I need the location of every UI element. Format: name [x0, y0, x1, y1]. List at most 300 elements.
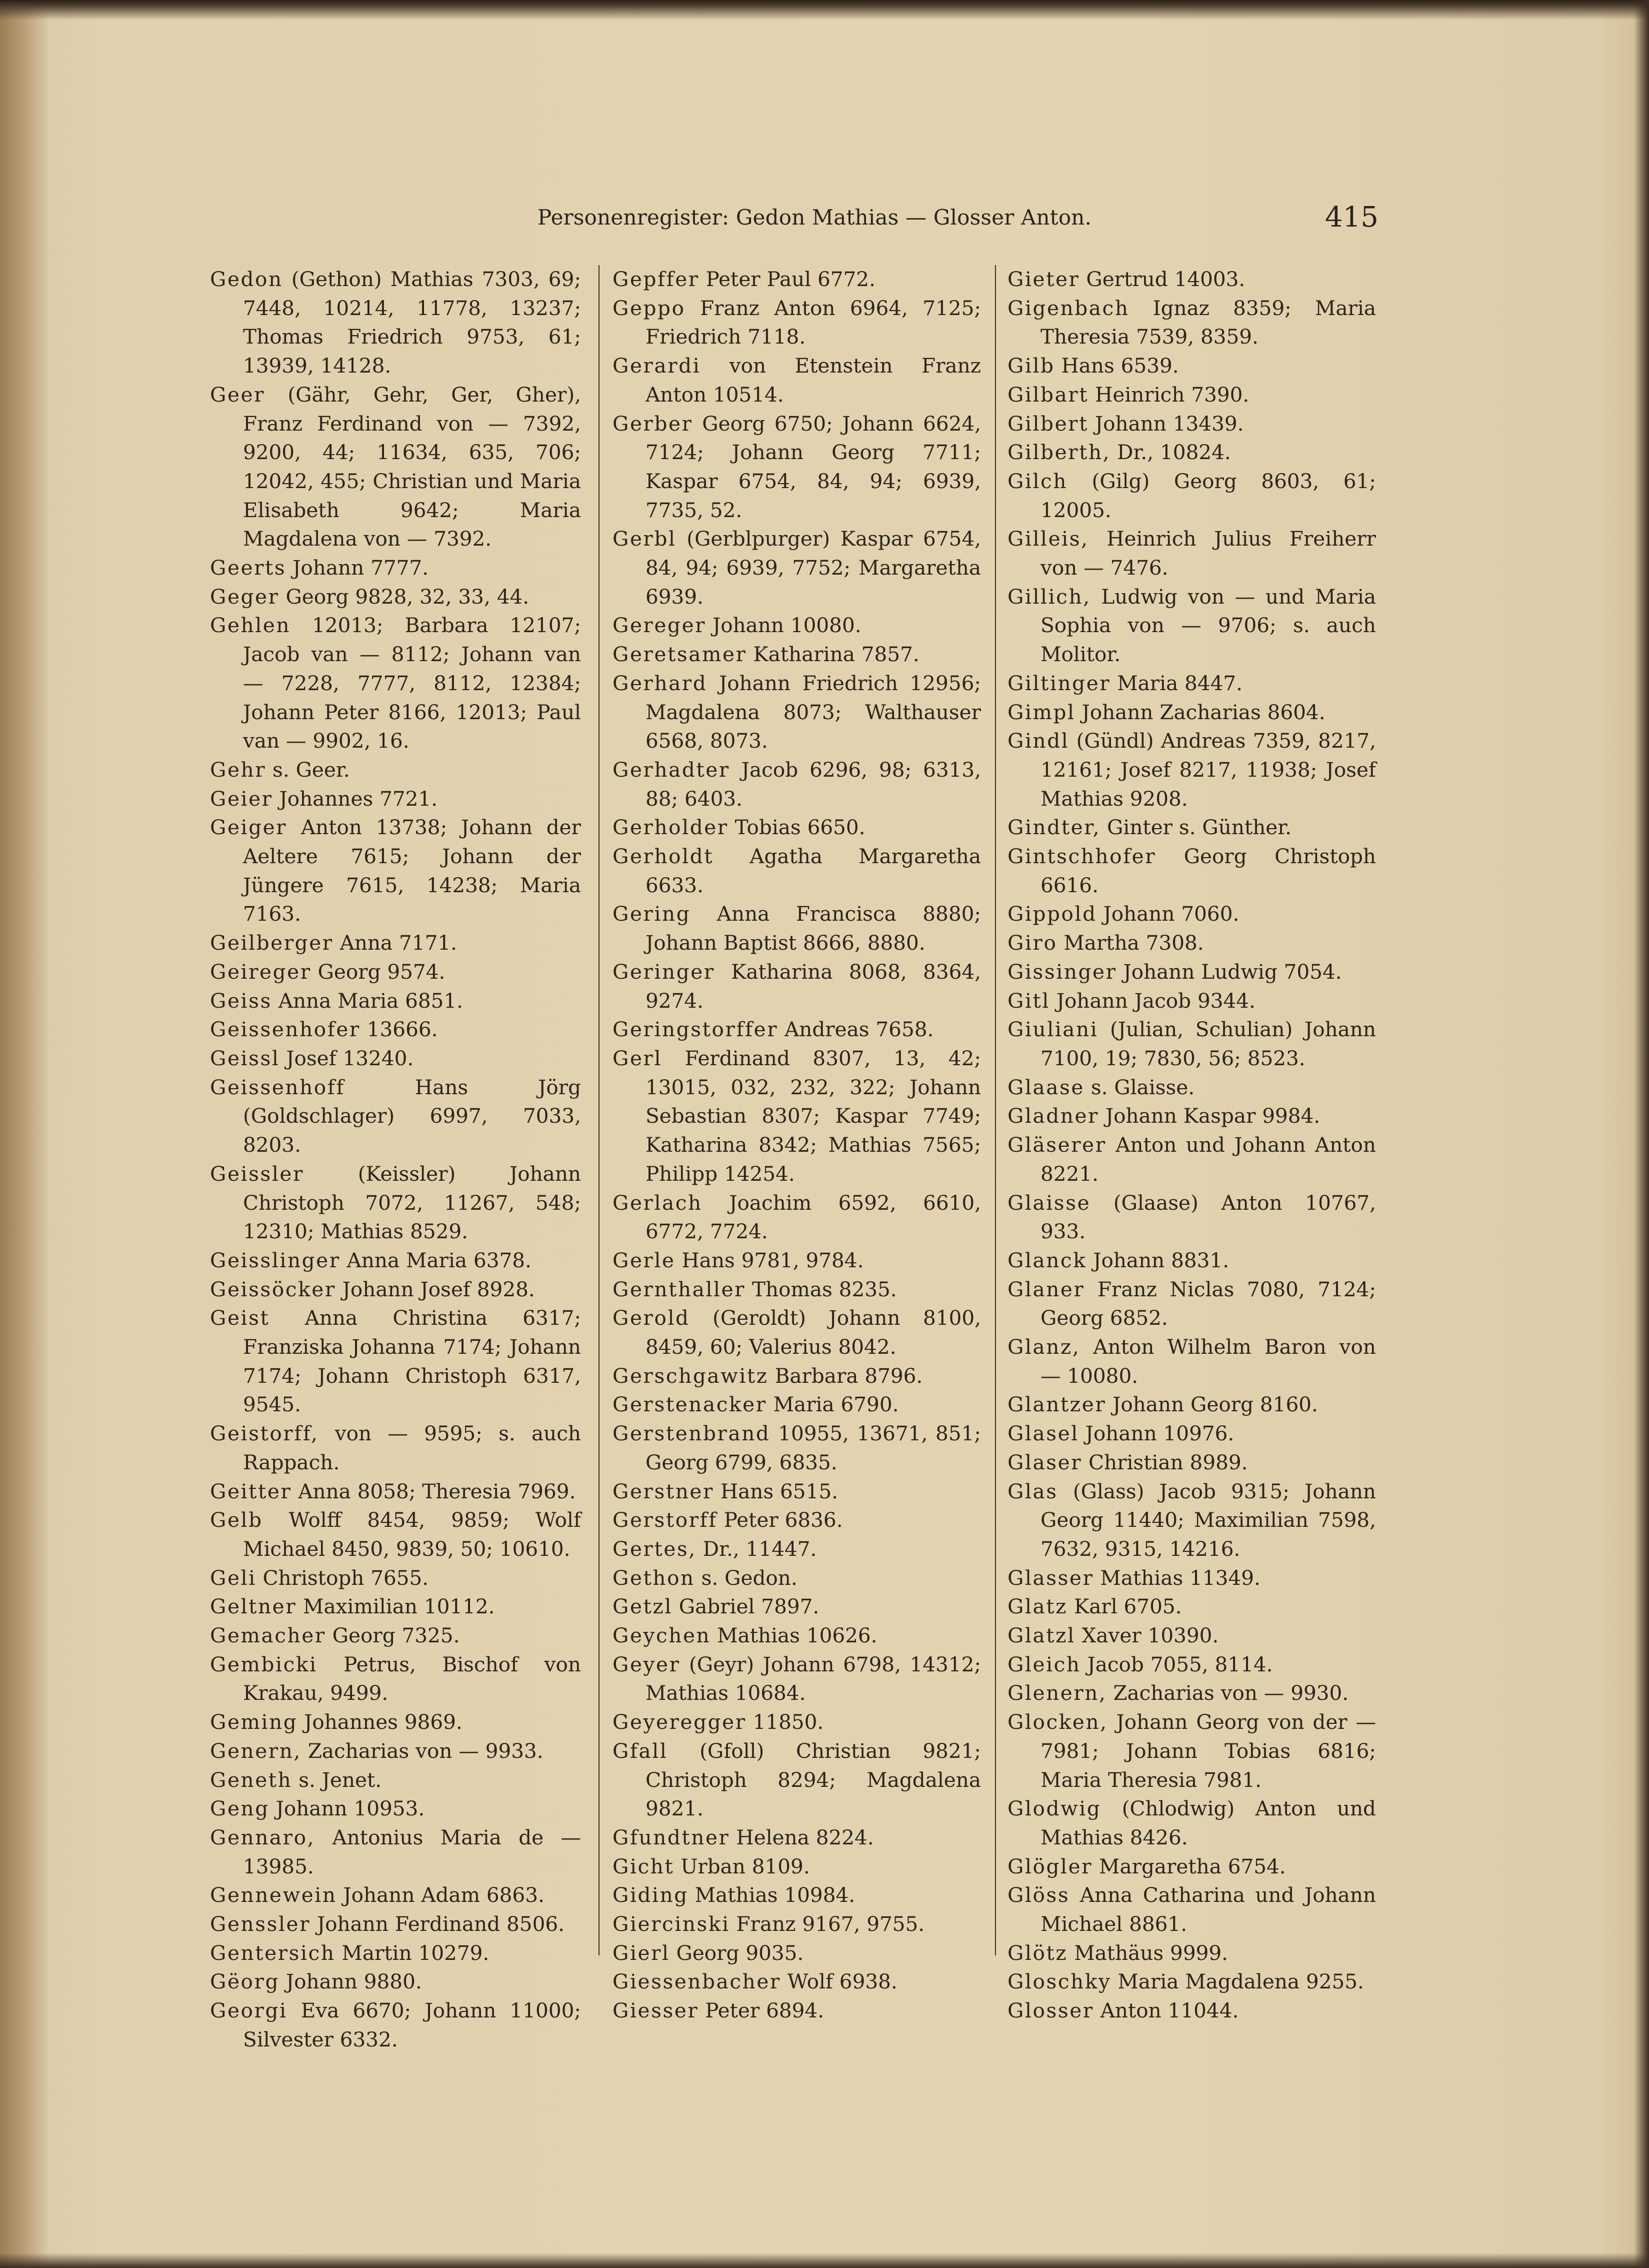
entry-surname: Gicht — [612, 1854, 674, 1878]
entry-surname: Gigenbach — [1008, 296, 1130, 320]
entry-references: Hans Jörg (Goldschlager) 6997, 7033, 8203. — [243, 1075, 581, 1157]
index-entry — [210, 1304, 581, 1419]
entry-references: Martha 7308. — [1064, 931, 1204, 955]
entry-surname: Geistorff, — [210, 1421, 319, 1446]
entry-references: Anna 8058; Theresia 7969. — [298, 1479, 576, 1503]
entry-surname: Gerstorff — [612, 1508, 718, 1532]
entry-surname: Giuliani — [1008, 1017, 1098, 1042]
index-entry — [612, 265, 981, 294]
entry-references: s. Gedon. — [701, 1565, 798, 1590]
index-entry — [210, 1246, 581, 1275]
index-entry — [210, 1967, 581, 1996]
entry-references: (Gündl) Andreas 7359, 8217, 12161; Josef 8217, 11938; Josef Mathias 9208. — [1040, 729, 1376, 811]
index-entry — [1008, 1708, 1376, 1794]
index-entry — [210, 583, 581, 612]
entry-surname: Gerle — [612, 1248, 676, 1272]
entry-references: (Gethon) Mathias 7303, 69; 7448, 10214, 11778, 13237; Thomas Friedrich 9753, 61; 13939, 14128. — [243, 267, 581, 378]
index-entry — [612, 1592, 981, 1621]
index-entry — [612, 1823, 981, 1852]
entry-references: Maximilian 10112. — [303, 1594, 495, 1619]
entry-surname: Gertes, — [612, 1536, 696, 1561]
entry-references: Martin 10279. — [342, 1940, 490, 1965]
index-entry — [210, 1737, 581, 1766]
index-entry — [210, 1823, 581, 1881]
entry-surname: Glaner — [1008, 1277, 1085, 1301]
entry-surname: Gelb — [210, 1508, 263, 1532]
index-entry — [612, 1996, 981, 2025]
index-entry — [612, 1650, 981, 1708]
index-entry — [612, 1967, 981, 1996]
entry-surname: Gindter, — [1008, 815, 1101, 840]
entry-references: Johann 7777. — [292, 556, 429, 580]
index-entry — [1008, 1073, 1376, 1102]
column-rule — [598, 265, 600, 1955]
entry-surname: Geissl — [210, 1046, 280, 1070]
index-entry — [1008, 958, 1376, 987]
index-entry — [1008, 1881, 1376, 1938]
entry-references: Wolff 8454, 9859; Wolf Michael 8450, 9839, 50; 10610. — [243, 1508, 581, 1561]
entry-references: Johann Adam 6863. — [343, 1883, 544, 1907]
entry-references: Hans 6539. — [1061, 354, 1179, 378]
running-head: Personenregister: Gedon Mathias — Glosser Anton. — [538, 205, 1092, 230]
index-entry — [612, 1506, 981, 1535]
index-column-1 — [210, 265, 581, 2054]
entry-references: (Glass) Jacob 9315; Johann Georg 11440; Maximilian 7598, 7632, 9315, 14216. — [1040, 1479, 1376, 1561]
entry-surname: Geerts — [210, 556, 286, 580]
index-entry — [1008, 467, 1376, 525]
entry-surname: Glas — [1008, 1479, 1058, 1503]
entry-surname: Gerstenbrand — [612, 1421, 770, 1446]
page-number: 415 — [1325, 201, 1378, 234]
index-entry — [612, 1304, 981, 1361]
index-entry — [210, 265, 581, 381]
entry-surname: Geireger — [210, 959, 312, 984]
entry-references: Margaretha 6754. — [1098, 1854, 1286, 1878]
entry-surname: Genssler — [210, 1912, 311, 1936]
entry-surname: Glaase — [1008, 1075, 1084, 1099]
entry-references: Johann 9880. — [286, 1969, 422, 1994]
entry-surname: Gernthaller — [612, 1277, 746, 1301]
entry-surname: Gleich — [1008, 1652, 1081, 1676]
entry-surname: Gerhard — [612, 671, 708, 695]
entry-surname: Gerlach — [612, 1190, 702, 1215]
index-entry — [612, 900, 981, 957]
index-entry — [1008, 698, 1376, 727]
entry-references: Johann 13439. — [1094, 411, 1244, 436]
entry-references: Maria Magdalena 9255. — [1118, 1969, 1364, 1994]
entry-references: Maria 8447. — [1117, 671, 1242, 695]
entry-surname: Glötz — [1008, 1940, 1068, 1965]
index-entry — [1008, 1564, 1376, 1593]
entry-references: von Etenstein Franz Anton 10514. — [646, 354, 981, 407]
entry-references: Johann 10080. — [712, 613, 862, 638]
index-entry — [210, 1592, 581, 1621]
entry-surname: Gilleis, — [1008, 527, 1089, 551]
entry-surname: Gerschgawitz — [612, 1363, 768, 1388]
entry-references: 13666. — [366, 1017, 438, 1042]
entry-surname: Gfundtner — [612, 1825, 730, 1849]
entry-surname: Gerold — [612, 1306, 690, 1330]
entry-references: Jacob 7055, 8114. — [1087, 1652, 1273, 1676]
entry-references: Anna Christina 6317; Franziska Johanna 7174; Johann 7174; Johann Christoph 6317, 9545. — [243, 1306, 581, 1417]
index-entry — [1008, 525, 1376, 582]
entry-references: (Gerblpurger) Kaspar 6754, 84, 94; 6939, 7752; Margaretha 6939. — [646, 527, 982, 609]
entry-references: Mathias 11349. — [1100, 1565, 1260, 1590]
entry-references: Hans 6515. — [720, 1479, 838, 1503]
entry-references: Helena 8224. — [736, 1825, 874, 1849]
entry-surname: Glaisse — [1008, 1190, 1091, 1215]
index-column-2 — [612, 265, 981, 2025]
index-entry — [210, 381, 581, 554]
entry-references: Urban 8109. — [680, 1854, 810, 1878]
index-entry — [210, 813, 581, 929]
entry-surname: Gimpl — [1008, 700, 1076, 724]
entry-surname: Giercinski — [612, 1912, 730, 1936]
entry-references: Mathäus 9999. — [1074, 1940, 1228, 1965]
entry-references: Ludwig von — und Maria Sophia von — 9706; s. auch Molitor. — [1040, 584, 1376, 667]
entry-references: Petrus, Bischof von Krakau, 9499. — [243, 1652, 581, 1705]
column-rule — [995, 265, 996, 1955]
index-column-3 — [1008, 265, 1376, 2025]
entry-references: Anton Wilhelm Baron von — 10080. — [1040, 1335, 1376, 1388]
entry-surname: Geilberger — [210, 931, 334, 955]
index-entry — [1008, 1679, 1376, 1708]
binding-shadow — [0, 0, 50, 2268]
index-entry — [612, 669, 981, 756]
index-entry — [210, 1996, 581, 2054]
entry-surname: Georgi — [210, 1998, 288, 2023]
entry-references: 12013; Barbara 12107; Jacob van — 8112; Johann van — 7228, 7777, 8112, 12384; Johann Peter 8166, 12013; Paul van — 9902, 16. — [243, 613, 581, 753]
index-entry — [1008, 1189, 1376, 1246]
entry-surname: Gläserer — [1008, 1133, 1106, 1157]
entry-references: von — 9595; s. auch Rappach. — [243, 1421, 582, 1474]
entry-references: Johann Georg 8160. — [1112, 1392, 1318, 1417]
index-entry — [612, 1044, 981, 1189]
entry-surname: Gilb — [1008, 354, 1055, 378]
entry-surname: Geist — [210, 1306, 270, 1330]
entry-surname: Gerstner — [612, 1479, 714, 1503]
entry-surname: Gepffer — [612, 267, 700, 291]
entry-references: 11850. — [752, 1710, 824, 1734]
entry-references: s. Glaisse. — [1090, 1075, 1195, 1099]
index-entry — [612, 611, 981, 640]
entry-references: Katharina 8068, 8364, 9274. — [646, 959, 981, 1013]
index-entry — [1008, 265, 1376, 294]
index-entry — [612, 1246, 981, 1275]
entry-surname: Glodwig — [1008, 1796, 1102, 1821]
entry-references: Christian 8989. — [1088, 1450, 1248, 1474]
page-right-edge — [1634, 0, 1649, 2268]
index-entry — [210, 1160, 581, 1246]
entry-surname: Giltinger — [1008, 671, 1111, 695]
index-entry — [612, 1535, 981, 1564]
index-entry — [1008, 1448, 1376, 1477]
entry-surname: Geisslinger — [210, 1248, 340, 1272]
entry-references: Jacob 6296, 98; 6313, 88; 6403. — [646, 757, 982, 811]
entry-surname: Glögler — [1008, 1854, 1093, 1878]
entry-references: Franz Anton 6964, 7125; Friedrich 7118. — [646, 296, 981, 349]
index-entry — [612, 813, 981, 842]
index-entry — [612, 1189, 981, 1246]
entry-surname: Geringstorffer — [612, 1017, 778, 1042]
entry-references: s. Geer. — [272, 757, 350, 782]
entry-surname: Gindl — [1008, 729, 1070, 753]
entry-surname: Geyeregger — [612, 1710, 746, 1734]
page-top-edge — [0, 0, 1649, 20]
entry-references: (Geroldt) Johann 8100, 8459, 60; Valerius 8042. — [646, 1306, 981, 1359]
index-entry — [612, 1362, 981, 1391]
entry-references: Johannes 9869. — [304, 1710, 462, 1734]
index-entry — [1008, 1246, 1376, 1275]
entry-references: Maria 6790. — [773, 1392, 899, 1417]
entry-surname: Geychen — [612, 1623, 711, 1648]
entry-surname: Glantzer — [1008, 1392, 1106, 1417]
entry-surname: Glöss — [1008, 1883, 1070, 1907]
entry-references: Mathias 10626. — [717, 1623, 878, 1648]
entry-surname: Geringer — [612, 959, 715, 984]
entry-references: Zacharias von — 9930. — [1113, 1681, 1349, 1705]
entry-references: Katharina 7857. — [753, 642, 920, 667]
index-entry — [1008, 727, 1376, 813]
entry-references: Johann 8831. — [1093, 1248, 1230, 1272]
entry-references: Anna Catharina und Johann Michael 8861. — [1040, 1883, 1376, 1936]
index-entry — [210, 1477, 581, 1506]
entry-references: Anton und Johann Anton 8221. — [1040, 1133, 1376, 1186]
entry-references: Johann Zacharias 8604. — [1082, 700, 1326, 724]
entry-surname: Glasel — [1008, 1421, 1079, 1446]
entry-references: Peter Paul 6772. — [706, 267, 876, 291]
entry-surname: Glanck — [1008, 1248, 1087, 1272]
entry-references: Johann Ludwig 7054. — [1123, 959, 1342, 984]
index-entry — [1008, 1967, 1376, 1996]
index-entry — [612, 640, 981, 669]
index-entry — [1008, 352, 1376, 381]
index-entry — [612, 1419, 981, 1477]
entry-references: Johann Friedrich 12956; Magdalena 8073; Walthauser 6568, 8073. — [646, 671, 982, 753]
entry-references: Anna Francisca 8880; Johann Baptist 8666, 8880. — [646, 902, 981, 955]
entry-surname: Gierl — [612, 1940, 670, 1965]
index-entry — [210, 987, 581, 1016]
entry-surname: Geiger — [210, 815, 288, 840]
entry-surname: Gilberth, — [1008, 440, 1111, 465]
entry-references: Mathias 10984. — [694, 1883, 856, 1907]
entry-surname: Geneth — [210, 1767, 292, 1792]
entry-references: s. Jenet. — [298, 1767, 382, 1792]
index-entry — [1008, 1390, 1376, 1419]
index-entry — [210, 1939, 581, 1968]
index-entry — [612, 756, 981, 813]
index-entry — [612, 958, 981, 1015]
index-entry — [1008, 381, 1376, 410]
entry-references: Eva 6670; Johann 11000; Silvester 6332. — [243, 1998, 581, 2051]
index-entry — [210, 958, 581, 987]
entry-surname: Gennaro, — [210, 1825, 316, 1849]
entry-references: Dr., 11447. — [702, 1536, 817, 1561]
index-entry — [612, 1737, 981, 1823]
entry-surname: Gentersich — [210, 1940, 336, 1965]
entry-references: Ferdinand 8307, 13, 42; 13015, 032, 232, 322; Johann Sebastian 8307; Kaspar 7749; Katharina 8342; Mathias 7565; Philipp 14254. — [646, 1046, 982, 1186]
entry-references: Wolf 6938. — [787, 1969, 898, 1994]
entry-surname: Geppo — [612, 296, 686, 320]
entry-references: Karl 6705. — [1074, 1594, 1182, 1619]
entry-surname: Geissler — [210, 1161, 304, 1186]
entry-surname: Gippold — [1008, 902, 1097, 926]
entry-references: (Gähr, Gehr, Ger, Gher), Franz Ferdinand von — 7392, 9200, 44; 11634, 635, 706; 12042, 455; Christian und Maria Elisabeth 9642; Maria Magdalena von — 7392. — [243, 382, 581, 551]
index-entry — [612, 410, 981, 525]
entry-surname: Giesser — [612, 1998, 699, 2023]
entry-references: (Chlodwig) Anton und Mathias 8426. — [1040, 1796, 1376, 1849]
entry-surname: Gedon — [210, 267, 283, 291]
entry-surname: Geretsamer — [612, 642, 747, 667]
index-entry — [210, 1910, 581, 1939]
entry-references: Dr., 10824. — [1117, 440, 1231, 465]
entry-surname: Gillich, — [1008, 584, 1091, 609]
entry-surname: Gereger — [612, 613, 706, 638]
index-entry — [1008, 1621, 1376, 1650]
index-entry — [1008, 410, 1376, 439]
entry-references: Anna Maria 6378. — [346, 1248, 532, 1272]
entry-surname: Glanz, — [1008, 1335, 1080, 1359]
index-entry — [210, 1766, 581, 1795]
index-entry — [612, 1621, 981, 1650]
index-entry — [210, 1650, 581, 1708]
entry-references: Georg 9035. — [676, 1940, 804, 1965]
entry-references: Hans 9781, 9784. — [682, 1248, 864, 1272]
entry-surname: Geger — [210, 584, 280, 609]
entry-references: Zacharias von — 9933. — [308, 1738, 544, 1763]
entry-surname: Gerbl — [612, 527, 676, 551]
entry-references: Georg 6750; Johann 6624, 7124; Johann Georg 7711; Kaspar 6754, 84, 94; 6939, 7735, 52. — [646, 411, 981, 522]
entry-surname: Gloschky — [1008, 1969, 1112, 1994]
entry-surname: Geli — [210, 1565, 256, 1590]
index-entry — [612, 1275, 981, 1304]
index-entry — [210, 1419, 581, 1477]
index-entry — [1008, 1333, 1376, 1390]
index-entry — [1008, 669, 1376, 698]
entry-references: Ignaz 8359; Maria Theresia 7539, 8359. — [1040, 296, 1376, 349]
entry-surname: Gehr — [210, 757, 266, 782]
index-entry — [1008, 929, 1376, 958]
entry-surname: Gieter — [1008, 267, 1080, 291]
entry-surname: Geier — [210, 786, 273, 811]
index-entry — [612, 1390, 981, 1419]
entry-surname: Geiss — [210, 988, 272, 1013]
index-entry — [210, 1073, 581, 1160]
entry-surname: Gerholder — [612, 815, 728, 840]
entry-surname: Gerhadter — [612, 757, 730, 782]
entry-references: Anton 11044. — [1100, 1998, 1239, 2023]
entry-references: Johann 10953. — [276, 1796, 425, 1821]
entry-references: Christoph 7655. — [262, 1565, 429, 1590]
entry-surname: Giding — [612, 1883, 688, 1907]
index-entry — [1008, 987, 1376, 1016]
entry-references: Franz Niclas 7080, 7124; Georg 6852. — [1040, 1277, 1376, 1330]
index-entry — [1008, 1650, 1376, 1679]
index-entry — [210, 1708, 581, 1737]
index-entry — [1008, 900, 1376, 929]
entry-references: Gabriel 7897. — [678, 1594, 820, 1619]
index-entry — [210, 554, 581, 583]
entry-references: (Gfoll) Christian 9821; Christoph 8294; Magdalena 9821. — [646, 1738, 981, 1821]
index-entry — [612, 842, 981, 900]
entry-surname: Gering — [612, 902, 691, 926]
index-entry — [1008, 1102, 1376, 1131]
index-entry — [612, 294, 981, 352]
entry-surname: Gerl — [612, 1046, 662, 1070]
entry-references: Anton 13738; Johann der Aeltere 7615; Johann der Jüngere 7615, 14238; Maria 7163. — [243, 815, 582, 926]
entry-surname: Gilbart — [1008, 382, 1089, 407]
entry-references: Josef 13240. — [286, 1046, 414, 1070]
index-entry — [612, 1910, 981, 1939]
entry-references: Georg 9574. — [318, 959, 446, 984]
index-entry — [1008, 1477, 1376, 1564]
entry-surname: Gilbert — [1008, 411, 1088, 436]
entry-references: Xaver 10390. — [1082, 1623, 1219, 1648]
entry-references: Anna Maria 6851. — [278, 988, 464, 1013]
entry-surname: Glenern, — [1008, 1681, 1107, 1705]
entry-references: Ginter s. Günther. — [1107, 815, 1292, 840]
index-entry — [1008, 1794, 1376, 1852]
index-entry — [1008, 1939, 1376, 1968]
entry-surname: Gissinger — [1008, 959, 1117, 984]
entry-references: (Glaase) Anton 10767, 933. — [1040, 1190, 1376, 1244]
entry-surname: Giro — [1008, 931, 1058, 955]
entry-references: Gertrud 14003. — [1086, 267, 1246, 291]
index-entry — [612, 1477, 981, 1506]
entry-surname: Gerholdt — [612, 844, 714, 869]
index-entry — [1008, 1131, 1376, 1188]
entry-surname: Glosser — [1008, 1998, 1094, 2023]
entry-references: Johann Kaspar 9984. — [1105, 1104, 1320, 1128]
index-entry — [1008, 1996, 1376, 2025]
index-entry — [612, 525, 981, 611]
entry-references: Joachim 6592, 6610, 6772, 7724. — [646, 1190, 982, 1244]
entry-surname: Giessenbacher — [612, 1969, 781, 1994]
entry-surname: Gladner — [1008, 1104, 1099, 1128]
entry-surname: Gëorg — [210, 1969, 280, 1994]
entry-surname: Glocken, — [1008, 1710, 1108, 1734]
index-entry — [210, 1506, 581, 1563]
entry-surname: Geng — [210, 1796, 270, 1821]
index-entry — [210, 1044, 581, 1073]
entry-references: Johann 7060. — [1103, 902, 1240, 926]
entry-surname: Getzl — [612, 1594, 672, 1619]
index-entry — [210, 1794, 581, 1823]
entry-surname: Glatz — [1008, 1594, 1068, 1619]
entry-surname: Gitl — [1008, 988, 1050, 1013]
entry-references: Agatha Margaretha 6633. — [646, 844, 981, 897]
entry-references: Peter 6894. — [705, 1998, 824, 2023]
entry-surname: Geer — [210, 382, 266, 407]
entry-surname: Gethon — [612, 1565, 695, 1590]
index-entry — [1008, 583, 1376, 669]
entry-references: (Julian, Schulian) Johann 7100, 19; 7830, 56; 8523. — [1040, 1017, 1376, 1070]
entry-references: Peter 6836. — [724, 1508, 843, 1532]
entry-references: Andreas 7658. — [784, 1017, 934, 1042]
entry-surname: Gilch — [1008, 469, 1068, 493]
entry-surname: Glaser — [1008, 1450, 1082, 1474]
index-entry — [1008, 1852, 1376, 1881]
entry-references: 10955, 13671, 851; Georg 6799, 6835. — [646, 1421, 981, 1474]
entry-surname: Gehlen — [210, 613, 291, 638]
entry-surname: Geltner — [210, 1594, 297, 1619]
entry-references: Franz 9167, 9755. — [736, 1912, 925, 1936]
entry-surname: Gembicki — [210, 1652, 318, 1676]
index-entry — [210, 611, 581, 756]
entry-references: Heinrich Julius Freiherr von — 7476. — [1040, 527, 1376, 580]
index-entry — [612, 1564, 981, 1593]
entry-references: Georg Christoph 6616. — [1040, 844, 1376, 897]
